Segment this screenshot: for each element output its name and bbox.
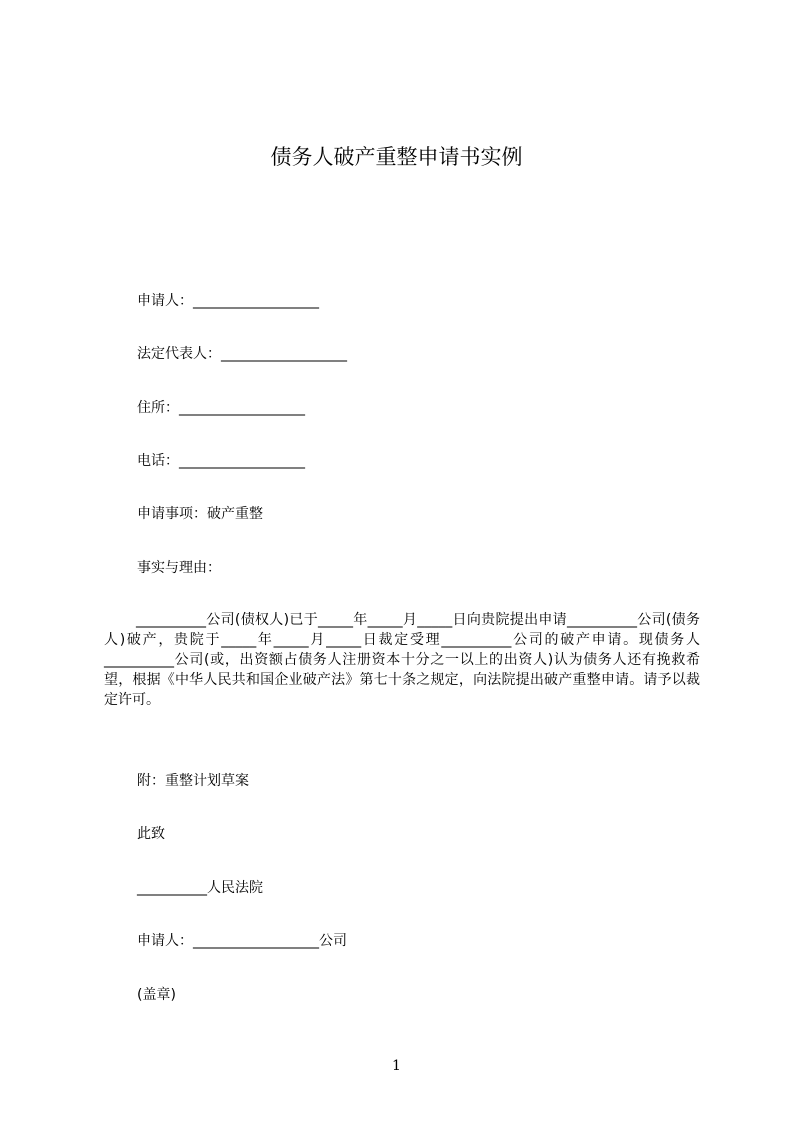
signature-applicant: 申请人：__________________公司 — [137, 933, 347, 949]
page-number: 1 — [392, 1058, 401, 1074]
legal-representative-field: 法定代表人：__________________ — [137, 346, 347, 362]
address-field: 住所：__________________ — [137, 400, 305, 416]
facts-heading: 事实与理由： — [137, 560, 221, 576]
applicant-field: 申请人：__________________ — [137, 293, 319, 309]
facts-paragraph: __________公司(债权人)已于_____年_____月_____日向贵院提出申请__________公司(债务人)破产，贵院于_____年_____月_____日裁定受理__________公司的破产申请。现债务人__________公司(或，出资额占债务人注册资本十分之一以上的出资人)认为债务人还有挽救希望，根据《中华人民共和国企业破产法》第七十条之规定，向法院提出破产重整申请。请予以裁定许可。 — [104, 612, 700, 708]
court-addressee: __________人民法院 — [137, 880, 263, 896]
salutation: 此致 — [137, 826, 165, 842]
attachment-line: 附：重整计划草案 — [137, 773, 249, 789]
document-title: 债务人破产重整申请书实例 — [270, 145, 523, 169]
seal-note: (盖章) — [137, 987, 176, 1003]
application-item: 申请事项：破产重整 — [137, 506, 263, 522]
phone-field: 电话：__________________ — [137, 453, 305, 469]
